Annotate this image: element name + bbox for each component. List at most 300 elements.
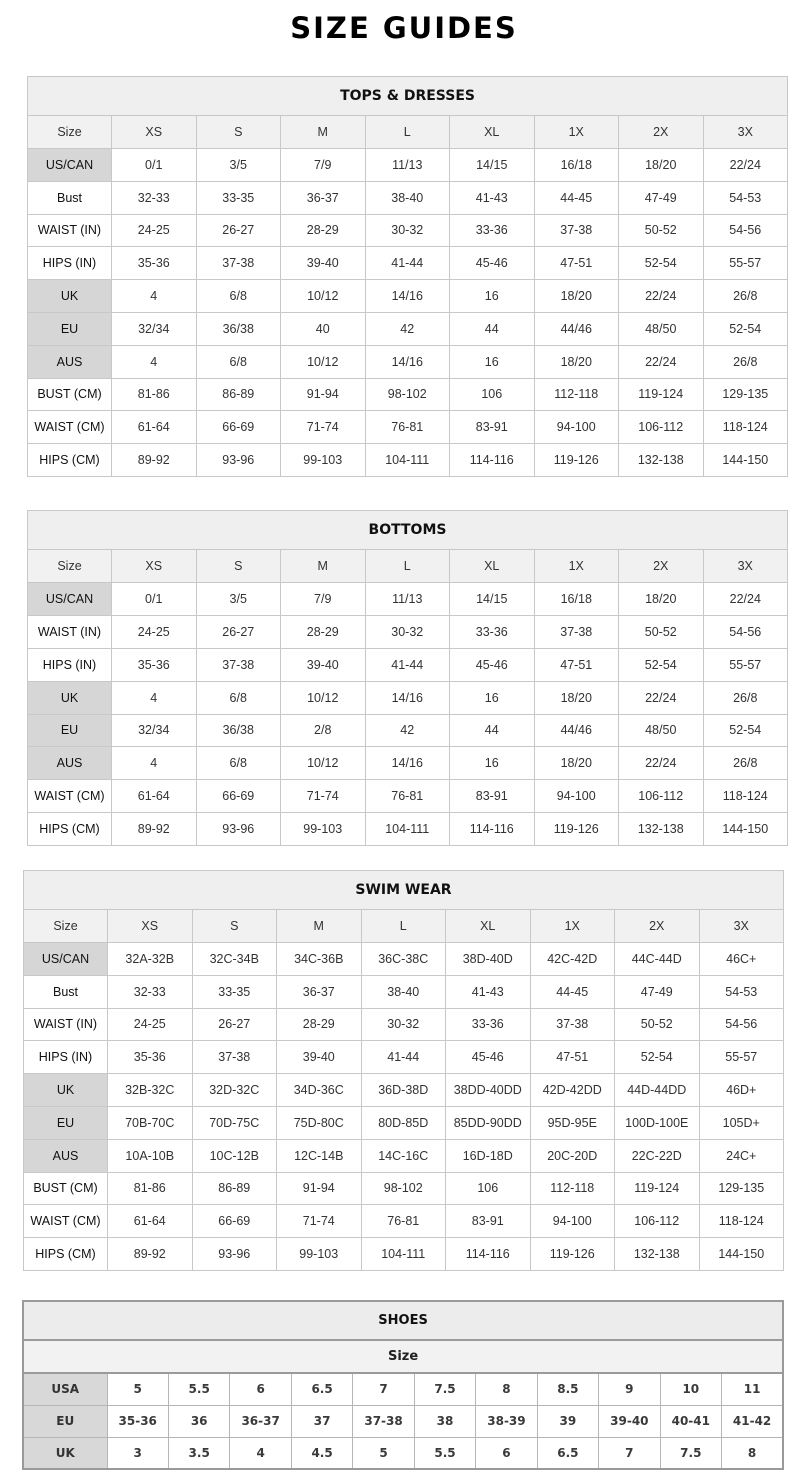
table-cell: 8 xyxy=(722,1437,784,1469)
page-title: SIZE GUIDES xyxy=(290,11,518,45)
table-cell: 47-49 xyxy=(619,181,704,214)
row-label: HIPS (CM) xyxy=(24,1238,108,1271)
table-cell: 144-150 xyxy=(703,813,788,846)
row-label: AUS xyxy=(24,1139,108,1172)
size-header-cell: 2X xyxy=(619,550,704,583)
table-cell: 18/20 xyxy=(534,345,619,378)
table-cell: 33-35 xyxy=(196,181,281,214)
table-cell: 14/16 xyxy=(365,345,450,378)
table-cell: 18/20 xyxy=(534,280,619,313)
table-cell: 106-112 xyxy=(619,411,704,444)
table-cell: 54-56 xyxy=(703,615,788,648)
table-cell: 55-57 xyxy=(703,648,788,681)
table-cell: 22/24 xyxy=(703,148,788,181)
row-label: EU xyxy=(23,1405,107,1437)
table-cell: 38D-40D xyxy=(446,942,531,975)
table-title-row xyxy=(24,871,784,910)
table-title-row xyxy=(23,1301,783,1340)
row-label: HIPS (CM) xyxy=(28,444,112,477)
table-row xyxy=(28,411,788,444)
table-cell: 11/13 xyxy=(365,148,450,181)
table-cell: 10/12 xyxy=(281,681,366,714)
size-header-cell: 1X xyxy=(530,910,615,943)
size-header-cell: XS xyxy=(108,910,193,943)
table-cell: 118-124 xyxy=(699,1205,784,1238)
table-cell: 28-29 xyxy=(281,214,366,247)
table-cell: 33-36 xyxy=(446,1008,531,1041)
table-cell: 41-44 xyxy=(365,247,450,280)
table-cell: 114-116 xyxy=(446,1238,531,1271)
row-label: EU xyxy=(28,714,112,747)
table-cell: 26/8 xyxy=(703,747,788,780)
table-cell: 118-124 xyxy=(703,411,788,444)
table-cell: 3 xyxy=(107,1437,168,1469)
table-cell: 36-37 xyxy=(277,975,362,1008)
table-cell: 26/8 xyxy=(703,345,788,378)
table-cell: 28-29 xyxy=(277,1008,362,1041)
row-label: BUST (CM) xyxy=(28,378,112,411)
table-cell: 26-27 xyxy=(192,1008,277,1041)
table-cell: 30-32 xyxy=(365,214,450,247)
table-cell: 106 xyxy=(446,1172,531,1205)
row-label: Bust xyxy=(28,181,112,214)
table-row xyxy=(23,1373,783,1405)
table-cell: 54-56 xyxy=(703,214,788,247)
row-label: US/CAN xyxy=(24,942,108,975)
table-subtitle-row xyxy=(23,1340,783,1373)
table-cell: 32B-32C xyxy=(108,1074,193,1107)
table-cell: 52-54 xyxy=(619,648,704,681)
table-cell: 41-44 xyxy=(361,1041,446,1074)
table-cell: 61-64 xyxy=(112,780,197,813)
table-cell: 98-102 xyxy=(365,378,450,411)
table-cell: 32A-32B xyxy=(108,942,193,975)
table-cell: 54-53 xyxy=(699,975,784,1008)
table-cell: 119-126 xyxy=(534,444,619,477)
table-cell: 24-25 xyxy=(108,1008,193,1041)
table-cell: 129-135 xyxy=(703,378,788,411)
table-cell: 11 xyxy=(722,1373,784,1405)
table-cell: 114-116 xyxy=(450,813,535,846)
table-cell: 41-43 xyxy=(446,975,531,1008)
table-row xyxy=(28,247,788,280)
table-cell: 45-46 xyxy=(450,648,535,681)
table-cell: 55-57 xyxy=(699,1041,784,1074)
table-cell: 50-52 xyxy=(615,1008,700,1041)
table-cell: 91-94 xyxy=(277,1172,362,1205)
table-cell: 12C-14B xyxy=(277,1139,362,1172)
table-cell: 7 xyxy=(353,1373,414,1405)
table-cell: 99-103 xyxy=(281,813,366,846)
row-label: US/CAN xyxy=(28,583,112,616)
table-cell: 32D-32C xyxy=(192,1074,277,1107)
shoes-table xyxy=(22,1300,784,1470)
table-cell: 114-116 xyxy=(450,444,535,477)
table-row xyxy=(24,975,784,1008)
table-row xyxy=(23,1437,783,1469)
table-cell: 106 xyxy=(450,378,535,411)
table-cell: 70D-75C xyxy=(192,1106,277,1139)
table-title: BOTTOMS xyxy=(28,511,788,550)
table-cell: 24-25 xyxy=(112,615,197,648)
table-cell: 4 xyxy=(112,747,197,780)
row-label: UK xyxy=(23,1437,107,1469)
table-cell: 36/38 xyxy=(196,312,281,345)
table-cell: 16D-18D xyxy=(446,1139,531,1172)
size-header-cell: M xyxy=(281,550,366,583)
table-cell: 26/8 xyxy=(703,681,788,714)
table-cell: 10C-12B xyxy=(192,1139,277,1172)
size-header-cell: XS xyxy=(112,550,197,583)
table-cell: 6/8 xyxy=(196,681,281,714)
size-header-cell: M xyxy=(277,910,362,943)
table-cell: 22C-22D xyxy=(615,1139,700,1172)
table-cell: 3/5 xyxy=(196,583,281,616)
table-cell: 86-89 xyxy=(196,378,281,411)
table-cell: 6.5 xyxy=(537,1437,598,1469)
row-label: UK xyxy=(28,681,112,714)
table-cell: 45-46 xyxy=(446,1041,531,1074)
table-cell: 6 xyxy=(230,1373,291,1405)
table-row xyxy=(24,942,784,975)
table-cell: 5.5 xyxy=(414,1437,475,1469)
table-cell: 7/9 xyxy=(281,583,366,616)
table-cell: 98-102 xyxy=(361,1172,446,1205)
table-cell: 119-124 xyxy=(615,1172,700,1205)
row-label: Bust xyxy=(24,975,108,1008)
table-cell: 50-52 xyxy=(619,615,704,648)
table-cell: 22/24 xyxy=(703,583,788,616)
table-cell: 0/1 xyxy=(112,148,197,181)
size-header-cell: M xyxy=(281,116,366,149)
table-row xyxy=(28,813,788,846)
table-cell: 16 xyxy=(450,681,535,714)
table-cell: 4 xyxy=(112,681,197,714)
table-row xyxy=(24,1139,784,1172)
table-cell: 37-38 xyxy=(530,1008,615,1041)
table-cell: 37-38 xyxy=(192,1041,277,1074)
table-cell: 129-135 xyxy=(699,1172,784,1205)
table-row xyxy=(24,1041,784,1074)
table-title: SHOES xyxy=(23,1301,783,1340)
table-cell: 54-56 xyxy=(699,1008,784,1041)
table-cell: 70B-70C xyxy=(108,1106,193,1139)
table-cell: 4 xyxy=(230,1437,291,1469)
table-cell: 2/8 xyxy=(281,714,366,747)
table-cell: 18/20 xyxy=(534,747,619,780)
table-cell: 26-27 xyxy=(196,615,281,648)
size-header-cell: XL xyxy=(450,116,535,149)
table-cell: 95D-95E xyxy=(530,1106,615,1139)
table-cell: 18/20 xyxy=(619,148,704,181)
table-cell: 37-38 xyxy=(196,247,281,280)
table-cell: 38DD-40DD xyxy=(446,1074,531,1107)
table-row xyxy=(28,378,788,411)
table-cell: 61-64 xyxy=(108,1205,193,1238)
size-header-cell: L xyxy=(361,910,446,943)
row-label: AUS xyxy=(28,747,112,780)
table-row xyxy=(28,444,788,477)
swim-wear-table xyxy=(23,870,784,1271)
table-cell: 112-118 xyxy=(534,378,619,411)
table-cell: 35-36 xyxy=(107,1405,168,1437)
table-cell: 37-38 xyxy=(534,615,619,648)
table-cell: 47-51 xyxy=(534,247,619,280)
table-cell: 36C-38C xyxy=(361,942,446,975)
table-cell: 66-69 xyxy=(192,1205,277,1238)
table-cell: 93-96 xyxy=(192,1238,277,1271)
table-cell: 118-124 xyxy=(703,780,788,813)
bottoms-table xyxy=(27,510,788,846)
table-title: TOPS & DRESSES xyxy=(28,77,788,116)
table-cell: 89-92 xyxy=(108,1238,193,1271)
row-label: US/CAN xyxy=(28,148,112,181)
table-cell: 5.5 xyxy=(168,1373,229,1405)
table-cell: 4.5 xyxy=(291,1437,352,1469)
size-header-cell: 3X xyxy=(699,910,784,943)
table-cell: 9 xyxy=(599,1373,660,1405)
size-header-cell: S xyxy=(192,910,277,943)
table-row xyxy=(24,1106,784,1139)
table-cell: 75D-80C xyxy=(277,1106,362,1139)
table-cell: 104-111 xyxy=(365,444,450,477)
table-row xyxy=(24,1074,784,1107)
table-cell: 45-46 xyxy=(450,247,535,280)
table-cell: 38-39 xyxy=(476,1405,537,1437)
table-cell: 44C-44D xyxy=(615,942,700,975)
row-label: WAIST (CM) xyxy=(28,780,112,813)
table-cell: 7 xyxy=(599,1437,660,1469)
table-cell: 71-74 xyxy=(281,780,366,813)
table-cell: 3.5 xyxy=(168,1437,229,1469)
table-cell: 14/15 xyxy=(450,583,535,616)
table-cell: 10 xyxy=(660,1373,721,1405)
table-cell: 16 xyxy=(450,280,535,313)
table-cell: 106-112 xyxy=(615,1205,700,1238)
table-cell: 44 xyxy=(450,714,535,747)
table-row xyxy=(28,615,788,648)
table-cell: 34C-36B xyxy=(277,942,362,975)
table-cell: 119-126 xyxy=(534,813,619,846)
table-row xyxy=(28,583,788,616)
table-cell: 144-150 xyxy=(703,444,788,477)
table-cell: 132-138 xyxy=(619,813,704,846)
size-header-cell: L xyxy=(365,116,450,149)
table-cell: 4 xyxy=(112,280,197,313)
table-cell: 7.5 xyxy=(414,1373,475,1405)
tops-dresses-table xyxy=(27,76,788,477)
table-cell: 47-51 xyxy=(534,648,619,681)
table-cell: 52-54 xyxy=(703,714,788,747)
row-label: WAIST (IN) xyxy=(24,1008,108,1041)
table-cell: 5 xyxy=(107,1373,168,1405)
table-cell: 144-150 xyxy=(699,1238,784,1271)
table-cell: 132-138 xyxy=(615,1238,700,1271)
table-cell: 39-40 xyxy=(281,247,366,280)
table-row xyxy=(24,1205,784,1238)
table-cell: 46C+ xyxy=(699,942,784,975)
table-cell: 37-38 xyxy=(534,214,619,247)
table-cell: 8.5 xyxy=(537,1373,598,1405)
table-row xyxy=(24,1172,784,1205)
table-cell: 32-33 xyxy=(112,181,197,214)
table-cell: 86-89 xyxy=(192,1172,277,1205)
table-cell: 89-92 xyxy=(112,813,197,846)
size-header-cell: XL xyxy=(446,910,531,943)
table-row xyxy=(28,312,788,345)
table-cell: 85DD-90DD xyxy=(446,1106,531,1139)
table-cell: 42 xyxy=(365,714,450,747)
table-row xyxy=(28,148,788,181)
size-header-row xyxy=(28,116,788,149)
table-cell: 40 xyxy=(281,312,366,345)
row-label: HIPS (IN) xyxy=(24,1041,108,1074)
table-cell: 112-118 xyxy=(530,1172,615,1205)
table-cell: 6.5 xyxy=(291,1373,352,1405)
table-cell: 35-36 xyxy=(112,247,197,280)
table-cell: 55-57 xyxy=(703,247,788,280)
table-cell: 71-74 xyxy=(281,411,366,444)
table-cell: 32C-34B xyxy=(192,942,277,975)
row-label: WAIST (CM) xyxy=(28,411,112,444)
table-cell: 94-100 xyxy=(534,780,619,813)
table-cell: 48/50 xyxy=(619,714,704,747)
table-cell: 54-53 xyxy=(703,181,788,214)
row-label: BUST (CM) xyxy=(24,1172,108,1205)
table-cell: 83-91 xyxy=(450,411,535,444)
table-cell: 38 xyxy=(414,1405,475,1437)
table-cell: 33-36 xyxy=(450,615,535,648)
table-cell: 35-36 xyxy=(108,1041,193,1074)
table-title: SWIM WEAR xyxy=(24,871,784,910)
table-cell: 24C+ xyxy=(699,1139,784,1172)
table-cell: 22/24 xyxy=(619,747,704,780)
table-cell: 42D-42DD xyxy=(530,1074,615,1107)
table-row xyxy=(28,280,788,313)
row-label: WAIST (CM) xyxy=(24,1205,108,1238)
table-cell: 104-111 xyxy=(365,813,450,846)
table-cell: 83-91 xyxy=(450,780,535,813)
table-cell: 44D-44DD xyxy=(615,1074,700,1107)
table-cell: 38-40 xyxy=(361,975,446,1008)
table-cell: 40-41 xyxy=(660,1405,721,1437)
table-cell: 44-45 xyxy=(534,181,619,214)
table-row xyxy=(28,214,788,247)
table-cell: 35-36 xyxy=(112,648,197,681)
table-row xyxy=(24,1238,784,1271)
table-cell: 33-35 xyxy=(192,975,277,1008)
table-cell: 16/18 xyxy=(534,148,619,181)
table-cell: 28-29 xyxy=(281,615,366,648)
table-cell: 8 xyxy=(476,1373,537,1405)
table-cell: 39-40 xyxy=(599,1405,660,1437)
table-cell: 76-81 xyxy=(365,780,450,813)
table-cell: 52-54 xyxy=(619,247,704,280)
size-header-label: Size xyxy=(28,550,112,583)
table-cell: 50-52 xyxy=(619,214,704,247)
table-cell: 16/18 xyxy=(534,583,619,616)
table-row xyxy=(28,181,788,214)
table-row xyxy=(28,681,788,714)
table-cell: 71-74 xyxy=(277,1205,362,1238)
table-cell: 0/1 xyxy=(112,583,197,616)
table-row xyxy=(28,780,788,813)
table-cell: 44/46 xyxy=(534,312,619,345)
table-cell: 37 xyxy=(291,1405,352,1437)
table-cell: 3/5 xyxy=(196,148,281,181)
table-cell: 26/8 xyxy=(703,280,788,313)
table-cell: 80D-85D xyxy=(361,1106,446,1139)
table-cell: 18/20 xyxy=(619,583,704,616)
size-header-cell: S xyxy=(196,116,281,149)
table-cell: 66-69 xyxy=(196,780,281,813)
size-header-row xyxy=(28,550,788,583)
table-cell: 66-69 xyxy=(196,411,281,444)
size-header-cell: 3X xyxy=(703,116,788,149)
table-cell: 10/12 xyxy=(281,280,366,313)
table-cell: 6 xyxy=(476,1437,537,1469)
table-row xyxy=(24,1008,784,1041)
table-cell: 48/50 xyxy=(619,312,704,345)
table-cell: 14C-16C xyxy=(361,1139,446,1172)
table-cell: 76-81 xyxy=(361,1205,446,1238)
table-cell: 99-103 xyxy=(281,444,366,477)
row-label: HIPS (IN) xyxy=(28,648,112,681)
table-cell: 6/8 xyxy=(196,280,281,313)
row-label: AUS xyxy=(28,345,112,378)
table-cell: 106-112 xyxy=(619,780,704,813)
table-cell: 76-81 xyxy=(365,411,450,444)
table-cell: 22/24 xyxy=(619,345,704,378)
table-row xyxy=(28,714,788,747)
table-cell: 30-32 xyxy=(361,1008,446,1041)
table-cell: 14/16 xyxy=(365,747,450,780)
table-cell: 7/9 xyxy=(281,148,366,181)
table-cell: 14/16 xyxy=(365,280,450,313)
table-cell: 37-38 xyxy=(196,648,281,681)
table-cell: 36D-38D xyxy=(361,1074,446,1107)
table-cell: 42 xyxy=(365,312,450,345)
table-cell: 22/24 xyxy=(619,280,704,313)
table-row xyxy=(28,648,788,681)
table-cell: 47-49 xyxy=(615,975,700,1008)
table-cell: 6/8 xyxy=(196,747,281,780)
table-cell: 81-86 xyxy=(112,378,197,411)
size-header-label: Size xyxy=(28,116,112,149)
size-header-row xyxy=(24,910,784,943)
table-cell: 34D-36C xyxy=(277,1074,362,1107)
table-cell: 14/15 xyxy=(450,148,535,181)
table-cell: 10/12 xyxy=(281,747,366,780)
table-cell: 119-126 xyxy=(530,1238,615,1271)
table-cell: 32/34 xyxy=(112,312,197,345)
table-cell: 93-96 xyxy=(196,813,281,846)
table-cell: 46D+ xyxy=(699,1074,784,1107)
table-cell: 39-40 xyxy=(281,648,366,681)
table-row xyxy=(28,345,788,378)
size-header-cell: 1X xyxy=(534,116,619,149)
table-cell: 36/38 xyxy=(196,714,281,747)
table-cell: 24-25 xyxy=(112,214,197,247)
table-cell: 41-42 xyxy=(722,1405,784,1437)
table-title-row xyxy=(28,77,788,116)
table-cell: 16 xyxy=(450,345,535,378)
table-cell: 22/24 xyxy=(619,681,704,714)
table-cell: 100D-100E xyxy=(615,1106,700,1139)
table-cell: 37-38 xyxy=(353,1405,414,1437)
table-cell: 94-100 xyxy=(530,1205,615,1238)
table-cell: 52-54 xyxy=(703,312,788,345)
